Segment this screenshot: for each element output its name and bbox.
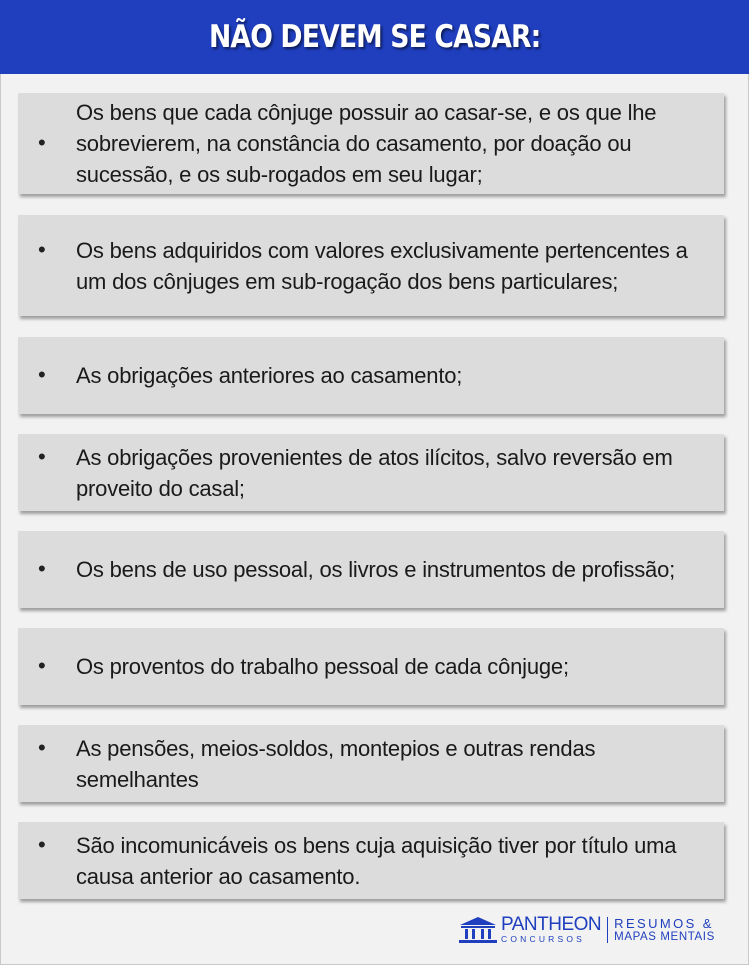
list-item-text: São incomunicáveis os bens cuja aquisição tiver por título uma causa anterior ao casamento. — [76, 832, 677, 889]
header-banner — [0, 0, 749, 74]
logo-divider — [607, 917, 608, 943]
bullet-icon: • — [38, 444, 46, 469]
list-item — [18, 337, 724, 414]
bullet-icon: • — [38, 130, 46, 155]
list-item — [18, 531, 724, 608]
list-item-text: As obrigações provenientes de atos ilícitos, salvo reversão em proveito do casal; — [76, 444, 673, 501]
bullet-icon: • — [38, 556, 46, 581]
bullet-icon: • — [38, 362, 46, 387]
logo-tagline — [614, 917, 715, 944]
bullet-icon: • — [38, 735, 46, 760]
list-item-text: As obrigações anteriores ao casamento; — [76, 363, 463, 388]
logo-brand — [501, 916, 601, 944]
bullet-icon: • — [38, 653, 46, 678]
bullet-icon: • — [38, 237, 46, 262]
list-item-text: Os proventos do trabalho pessoal de cada cônjuge; — [76, 654, 569, 679]
list-item-text: As pensões, meios-soldos, montepios e outras rendas semelhantes — [76, 735, 596, 792]
list-item-text: Os bens adquiridos com valores exclusivamente pertencentes a um dos cônjuges em sub-rogação dos bens particulares; — [76, 237, 688, 294]
list-item — [18, 434, 724, 511]
list-item — [18, 822, 724, 899]
list-item — [18, 93, 724, 194]
pantheon-logo — [458, 914, 726, 946]
temple-icon — [458, 915, 498, 945]
logo-tagline-2: MAPAS MENTAIS — [614, 930, 715, 943]
logo-brand-name: PANTHEON — [501, 914, 602, 935]
list-item-text: Os bens de uso pessoal, os livros e instrumentos de profissão; — [76, 557, 676, 582]
page-title: NÃO DEVEM SE CASAR: — [208, 19, 541, 55]
list-item-text: Os bens que cada cônjuge possuir ao casar-se, e os que lhe sobrevierem, na constância do casamento, por doação ou sucessão, e os sub-rogados em seu lugar; — [76, 100, 657, 187]
bullet-icon: • — [38, 832, 46, 857]
logo-tagline-1: RESUMOS & — [614, 915, 714, 931]
logo-brand-sub: CONCURSOS — [501, 934, 586, 944]
list-item — [18, 628, 724, 705]
list-item — [18, 215, 724, 316]
list-item — [18, 725, 724, 802]
